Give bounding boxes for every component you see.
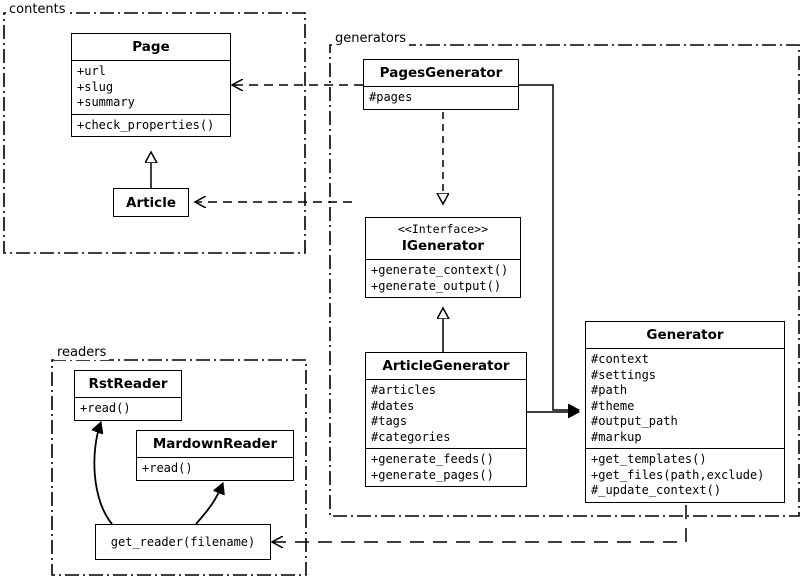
class-page-operations xyxy=(72,114,230,137)
class-article-title: Article xyxy=(126,194,176,211)
class-article-generator-attribute: #articles xyxy=(371,383,437,397)
class-generator-attribute: #theme xyxy=(591,398,635,413)
class-page-title: Page xyxy=(132,39,170,55)
class-igenerator-operation: +generate_output() xyxy=(371,278,502,293)
class-generator-attribute: #path xyxy=(591,383,628,397)
class-article-generator-operations xyxy=(366,448,526,486)
class-igenerator[interactable] xyxy=(365,217,521,298)
class-rst-reader[interactable] xyxy=(74,370,182,421)
function-get-reader[interactable] xyxy=(95,524,271,560)
class-article-generator-attribute: #categories xyxy=(371,429,451,444)
class-mardown-reader-title: MardownReader xyxy=(152,436,278,452)
package-label-readers: readers xyxy=(54,345,109,360)
class-generator-attributes xyxy=(586,348,784,448)
class-article-generator[interactable] xyxy=(365,352,527,487)
class-page-attributes xyxy=(72,60,230,114)
class-rst-reader-operation: +read() xyxy=(80,401,131,415)
class-mardown-reader[interactable] xyxy=(136,430,294,481)
class-article[interactable] xyxy=(113,188,189,217)
class-generator-operation: #_update_context() xyxy=(591,483,722,497)
class-article-generator-attribute: #dates xyxy=(371,398,415,413)
class-pages-generator-title: PagesGenerator xyxy=(379,65,503,81)
class-mardown-reader-operation: +read() xyxy=(142,461,193,475)
class-page[interactable] xyxy=(71,33,231,137)
function-get-reader-label: get_reader(filename) xyxy=(110,535,256,549)
class-rst-reader-title: RstReader xyxy=(88,376,168,392)
class-generator-attribute: #context xyxy=(591,352,649,366)
class-pages-generator-attribute: #pages xyxy=(369,90,413,104)
class-page-attribute: +summary xyxy=(77,95,135,109)
class-article-generator-attribute: #tags xyxy=(371,414,408,428)
class-igenerator-operation: +generate_context() xyxy=(371,263,509,277)
class-generator-attribute: #settings xyxy=(591,367,657,382)
class-generator-attribute: #output_path xyxy=(591,414,678,428)
class-generator-operation: +get_files(path,exclude) xyxy=(591,467,765,482)
class-generator-operation: +get_templates() xyxy=(591,452,707,466)
class-article-generator-title: ArticleGenerator xyxy=(382,358,510,374)
class-pages-generator[interactable] xyxy=(363,59,519,110)
class-igenerator-stereotype: <<Interface>> xyxy=(397,222,488,236)
class-igenerator-operations xyxy=(366,259,520,297)
class-mardown-reader-operations xyxy=(137,457,293,480)
class-rst-reader-operations xyxy=(75,397,181,420)
class-article-generator-attributes xyxy=(366,379,526,448)
class-page-operation: +check_properties() xyxy=(77,117,215,132)
class-article-generator-operation: +generate_pages() xyxy=(371,467,494,482)
class-igenerator-title: IGenerator xyxy=(401,238,485,254)
class-generator[interactable] xyxy=(585,321,785,503)
package-label-contents: contents xyxy=(6,2,69,17)
class-pages-generator-attributes xyxy=(364,86,518,109)
class-page-attribute: +slug xyxy=(77,79,114,94)
class-generator-operations xyxy=(586,448,784,502)
class-generator-title: Generator xyxy=(646,327,724,343)
class-article-generator-operation: +generate_feeds() xyxy=(371,452,494,466)
package-label-generators: generators xyxy=(332,31,409,46)
class-generator-attribute: #markup xyxy=(591,429,642,444)
class-page-attribute: +url xyxy=(77,64,106,78)
